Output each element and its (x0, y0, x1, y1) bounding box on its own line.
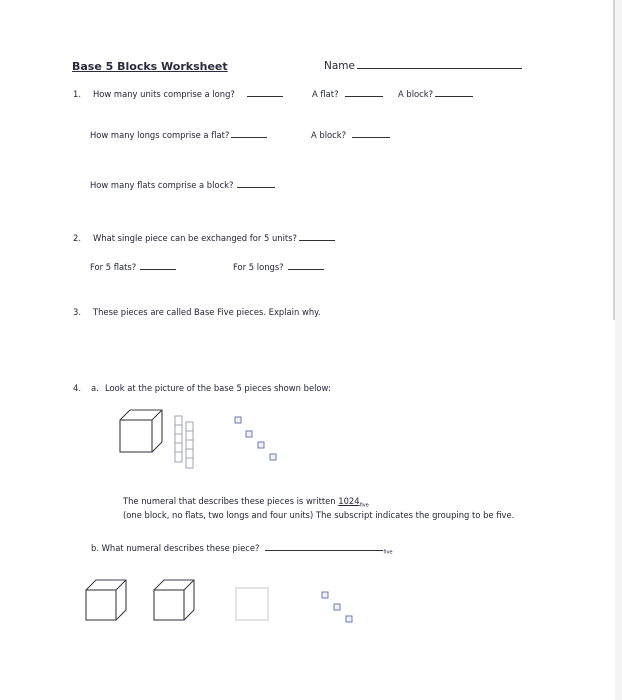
name-label: Name (324, 60, 522, 72)
q3-number: 3. (73, 307, 81, 317)
q1-flats-per-block: How many flats comprise a block? (90, 180, 275, 190)
flat-square-icon (236, 588, 268, 620)
block-cube-icon (120, 410, 162, 452)
q2-five-flats: For 5 flats? (90, 262, 176, 272)
q4-numeral-explanation: (one block, no flats, two longs and four units) The subscript indicates the grouping to be five. (123, 510, 515, 520)
q1-longs-per-block: A block? (311, 130, 390, 140)
q1-block: A block? (398, 89, 473, 99)
unit-cube-icon (235, 417, 276, 460)
q1-flat: A flat? (312, 89, 383, 99)
q1-units-per-long: How many units comprise a long? (93, 89, 283, 99)
q3-explain: These pieces are called Base Five pieces. Explain why. (93, 307, 321, 317)
worksheet-title: Base 5 Blocks Worksheet (72, 60, 228, 73)
q4a-label: a. (91, 383, 99, 393)
unit-cube-icon (322, 592, 352, 622)
q4-numeral-statement: The numeral that describes these pieces is written $1024_{five}$ (123, 496, 369, 509)
q2-exchange-units: What single piece can be exchanged for 5 units? (93, 233, 335, 243)
q4b-prompt: b. What numeral describes these piece? $_{five}$ (91, 543, 393, 556)
block-cube-icon (154, 580, 194, 620)
q2-five-longs: For 5 longs? (233, 262, 324, 272)
block-cube-icon (86, 580, 126, 620)
q4a-prompt: Look at the picture of the base 5 pieces shown below: (105, 383, 331, 393)
q1-longs-per-flat: How many longs comprise a flat? (90, 130, 267, 140)
long-rod-icon (175, 416, 182, 462)
q4-number: 4. (73, 383, 81, 393)
q1-number: 1. (73, 89, 81, 99)
long-rod-icon (186, 422, 193, 468)
q2-number: 2. (73, 233, 81, 243)
